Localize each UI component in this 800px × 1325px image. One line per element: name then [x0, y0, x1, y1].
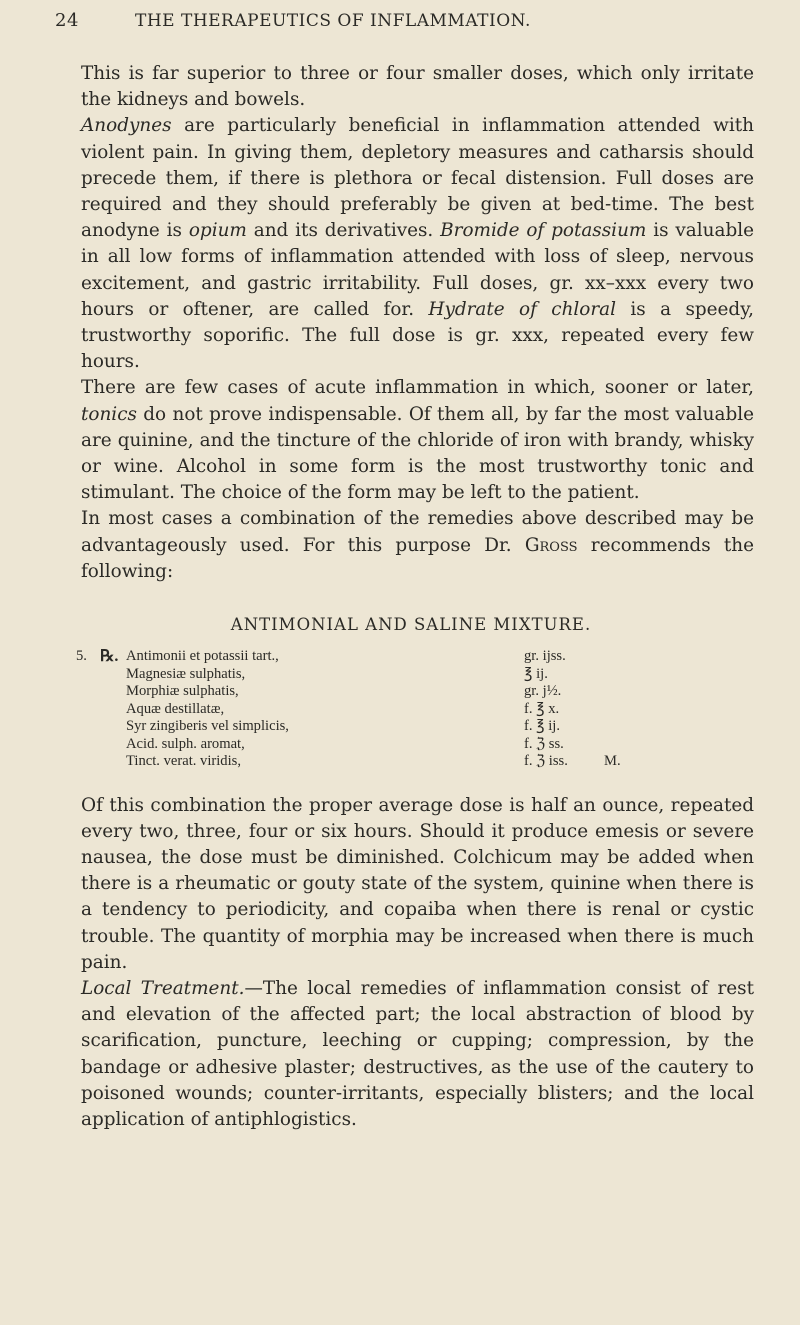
- ingredient-name: Acid. sulph. aromat,: [126, 735, 245, 752]
- page-body: [55, 61, 754, 1133]
- text-run: —The local remedies of inflammation consist of rest and elevation of the affected part; the local abstraction of blood by scarification, puncture, leeching or cupping; compression, by the bandage or adhesive plaster; destructives, as the use of the cautery to poisoned wounds; counter-irritants, especially blisters; and the local application of antiphlogistics.: [81, 977, 754, 1130]
- ingredient-name: Antimonii et potassii tart.,: [126, 648, 279, 665]
- prescription-row: [68, 666, 754, 684]
- ingredient-name: Morphiæ sulphatis,: [126, 683, 239, 700]
- ingredient-qty: f. ℨ ss.: [524, 735, 564, 752]
- text-run: is valuable in all low forms of inflammation attended with loss of sleep, nervous excitement, and gastric irritability. Full doses, gr. xx–xxx every two hours or oftener, are called for.: [81, 220, 754, 320]
- paragraph-local-treatment: [68, 976, 754, 1133]
- term-local-treatment: Local Treatment.: [81, 977, 245, 999]
- term-chloral: Hydrate of chloral: [428, 298, 617, 320]
- term-tonics: tonics: [81, 403, 137, 425]
- prescription-number: 5.: [76, 648, 87, 665]
- recipe-symbol: ℞.: [100, 648, 119, 666]
- author-gross: Gross: [524, 534, 578, 556]
- page-number: 24: [55, 10, 79, 31]
- prescription: [68, 648, 754, 771]
- running-title: THE THERAPEUTICS OF INFLAMMATION.: [135, 11, 531, 31]
- running-header: [55, 10, 754, 31]
- ingredient-qty: gr. ijss.: [524, 648, 566, 665]
- term-opium: opium: [188, 220, 247, 242]
- ingredient-qty: gr. j½.: [524, 683, 562, 700]
- prescription-row: [68, 648, 754, 666]
- text-run: There are few cases of acute inflammation in which, sooner or later,: [81, 377, 754, 399]
- ingredient-name: Syr zingiberis vel simplicis,: [126, 718, 289, 735]
- prescription-signature: M.: [604, 753, 621, 770]
- term-bromide: Bromide of potassium: [440, 220, 647, 242]
- ingredient-qty: f. ℨ iss.: [524, 753, 568, 770]
- prescription-row: [68, 736, 754, 754]
- paragraph-anodynes: [68, 113, 754, 375]
- text-run: is a speedy, trustworthy soporific. The full dose is gr. xxx, repeated every few hours.: [81, 298, 754, 373]
- prescription-title: ANTIMONIAL AND SALINE MIXTURE.: [230, 615, 592, 635]
- ingredient-name: Tinct. verat. viridis,: [126, 753, 241, 770]
- paragraph-combination: [68, 506, 754, 585]
- prescription-row: [68, 701, 754, 719]
- text-run: do not prove indispensable. Of them all, by far the most valuable are quinine, and the tincture of the chloride of iron with brandy, whisky or wine. Alcohol in some form is the most trustworthy tonic and stimulant. The choice of the form may be left to the patient.: [81, 403, 754, 504]
- ingredient-qty: f. ℥ ij.: [524, 718, 560, 735]
- ingredient-name: Magnesiæ sulphatis,: [126, 665, 246, 682]
- paragraph: This is far superior to three or four smaller doses, which only irritate the kidneys and bowels.: [81, 63, 754, 111]
- prescription-row: [68, 753, 754, 771]
- ingredient-qty: f. ℥ x.: [524, 700, 560, 717]
- text-run: and its derivatives.: [246, 220, 441, 242]
- prescription-row: [68, 683, 754, 701]
- ingredient-name: Aquæ destillatæ,: [126, 700, 225, 717]
- paragraph-tonics: [68, 375, 754, 506]
- prescription-row: [68, 718, 754, 736]
- text-run: recommends the following:: [81, 534, 754, 582]
- term-anodynes: Anodynes: [81, 115, 172, 137]
- text-run: In most cases a combination of the remedies above described may be advantageously used. For this purpose Dr.: [81, 508, 754, 556]
- ingredient-qty: ℥ ij.: [524, 665, 548, 682]
- text-run: are particularly beneficial in inflammation attended with violent pain. In giving them, depletory measures and catharsis should precede them, if there is plethora or fecal distension. Full doses are required and they should preferably be given at bed-time. The best anodyne is: [81, 115, 754, 242]
- paragraph-dosage: Of this combination the proper average dose is half an ounce, repeated every two, three, four or six hours. Should it produce emesis or severe nausea, the dose must be diminished. Colchicum may be added when there is a rheumatic or gouty state of the system, quinine when there is a tendency to periodicity, and copaiba when there is renal or cystic trouble. The quantity of morphia may be increased when there is much pain.: [81, 794, 754, 973]
